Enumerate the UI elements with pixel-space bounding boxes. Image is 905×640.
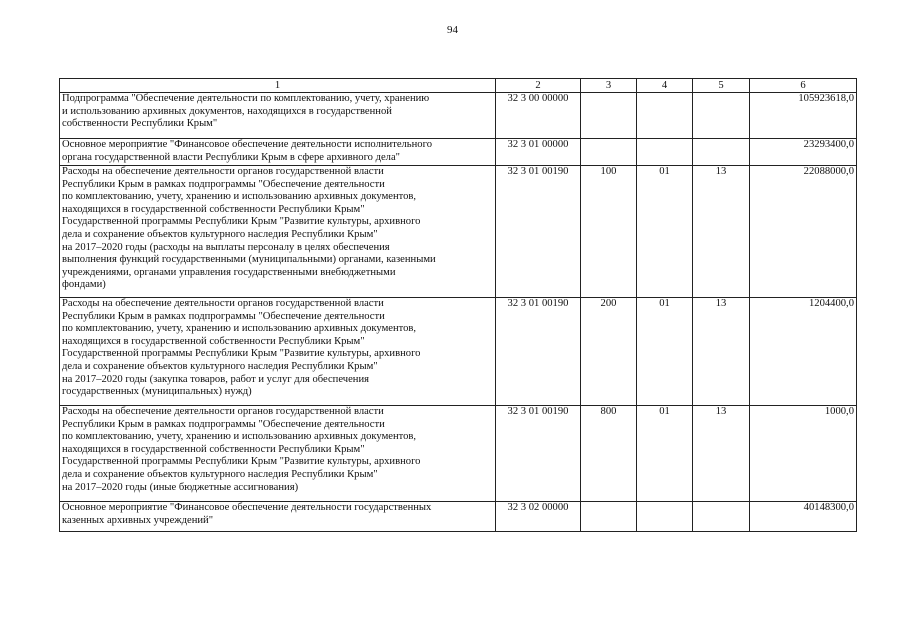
row-name: Подпрограмма "Обеспечение деятельности по комплектованию, учету, хранению и использованию архивных документов, находящихся в государственной собственности Республики Крым" — [60, 93, 496, 139]
row-amount: 1000,0 — [750, 406, 857, 502]
table-row — [60, 139, 857, 166]
row-code: 32 3 01 00000 — [496, 139, 581, 166]
row-amount: 22088000,0 — [750, 166, 857, 298]
row-rz: 01 — [637, 166, 693, 298]
header-rz: 4 — [637, 79, 693, 93]
row-vr — [581, 93, 637, 139]
row-vr: 800 — [581, 406, 637, 502]
header-name: 1 — [60, 79, 496, 93]
row-code: 32 3 01 00190 — [496, 298, 581, 406]
row-pr: 13 — [693, 298, 750, 406]
row-code: 32 3 01 00190 — [496, 166, 581, 298]
page-number: 94 — [447, 24, 458, 36]
row-code: 32 3 02 00000 — [496, 502, 581, 532]
row-amount: 23293400,0 — [750, 139, 857, 166]
row-rz — [637, 93, 693, 139]
row-vr — [581, 139, 637, 166]
table-row — [60, 166, 857, 298]
row-rz — [637, 139, 693, 166]
header-amount: 6 — [750, 79, 857, 93]
row-rz: 01 — [637, 298, 693, 406]
table-row — [60, 298, 857, 406]
row-name: Расходы на обеспечение деятельности органов государственной власти Республики Крым в рамках подпрограммы "Обеспечение деятельности по комплектованию, учету, хранению и использованию архивных документов, находящихся в государственной собственности Республики Крым" Государственной программы Республики Крым "Развитие культуры, архивного дела и сохранение объектов культурного наследия Республики Крым" на 2017–2020 годы (закупка товаров, работ и услуг для обеспечения государственных (муниципальных) нужд) — [60, 298, 496, 406]
row-amount: 105923618,0 — [750, 93, 857, 139]
row-code: 32 3 00 00000 — [496, 93, 581, 139]
row-vr: 200 — [581, 298, 637, 406]
row-name: Расходы на обеспечение деятельности органов государственной власти Республики Крым в рамках подпрограммы "Обеспечение деятельности по комплектованию, учету, хранению и использованию архивных документов, находящихся в государственной собственности Республики Крым" Государственной программы Республики Крым "Развитие культуры, архивного дела и сохранение объектов культурного наследия Республики Крым" на 2017–2020 годы (расходы на выплаты персоналу в целях обеспечения выполнения функций государственными (муниципальными) органами, казенными учреждениями, органами управления государственными внебюджетными фондами) — [60, 166, 496, 298]
row-pr — [693, 502, 750, 532]
row-name: Основное мероприятие "Финансовое обеспечение деятельности государственных казенных архивных учреждений" — [60, 502, 496, 532]
table-row — [60, 406, 857, 502]
row-pr: 13 — [693, 406, 750, 502]
row-pr — [693, 139, 750, 166]
header-pr: 5 — [693, 79, 750, 93]
row-pr: 13 — [693, 166, 750, 298]
table-row — [60, 502, 857, 532]
row-name: Основное мероприятие "Финансовое обеспечение деятельности исполнительного органа государственной власти Республики Крым в сфере архивного дела" — [60, 139, 496, 166]
row-amount: 40148300,0 — [750, 502, 857, 532]
row-rz — [637, 502, 693, 532]
row-code: 32 3 01 00190 — [496, 406, 581, 502]
budget-table — [59, 78, 857, 532]
table-row — [60, 93, 857, 139]
row-vr: 100 — [581, 166, 637, 298]
row-pr — [693, 93, 750, 139]
row-vr — [581, 502, 637, 532]
row-name: Расходы на обеспечение деятельности органов государственной власти Республики Крым в рамках подпрограммы "Обеспечение деятельности по комплектованию, учету, хранению и использованию архивных документов, находящихся в государственной собственности Республики Крым" Государственной программы Республики Крым "Развитие культуры, архивного дела и сохранение объектов культурного наследия Республики Крым" на 2017–2020 годы (иные бюджетные ассигнования) — [60, 406, 496, 502]
row-rz: 01 — [637, 406, 693, 502]
header-vr: 3 — [581, 79, 637, 93]
header-code: 2 — [496, 79, 581, 93]
row-amount: 1204400,0 — [750, 298, 857, 406]
header-row — [60, 79, 857, 93]
